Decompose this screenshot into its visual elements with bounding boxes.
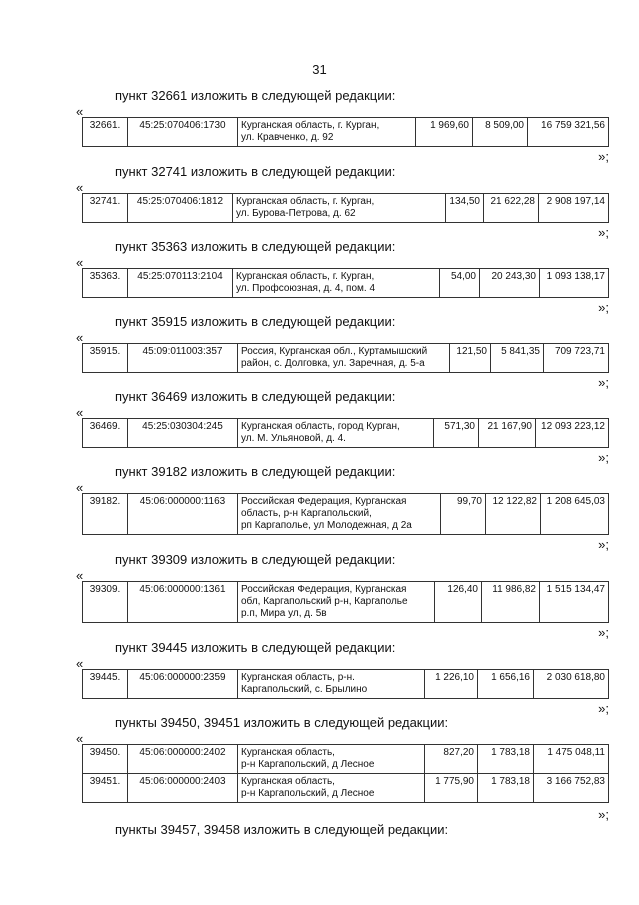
- closing-quote: »;: [598, 625, 609, 640]
- address-cell: [233, 269, 440, 298]
- cadastral-number: 45:25:070113:2104: [128, 269, 233, 298]
- property-table: [82, 493, 609, 535]
- total-value: 1 515 134,47: [540, 582, 609, 623]
- table-row: [83, 118, 609, 147]
- area-value: 54,00: [440, 269, 480, 298]
- page-number: 31: [312, 62, 327, 77]
- address-line: Курганская область, г. Курган,: [236, 271, 375, 282]
- total-value: 2 908 197,14: [539, 194, 609, 223]
- address-line: Курганская область, г. Курган,: [241, 120, 380, 131]
- unit-price: 20 243,30: [480, 269, 540, 298]
- area-value: 1 226,10: [425, 670, 478, 699]
- closing-quote: »;: [598, 537, 609, 552]
- total-value: 2 030 618,80: [534, 670, 609, 699]
- closing-quote: »;: [598, 375, 609, 390]
- opening-quote: «: [76, 656, 84, 671]
- address-cell: [238, 670, 425, 699]
- unit-price: 1 783,18: [478, 745, 534, 774]
- cadastral-number: 45:25:070406:1812: [128, 194, 233, 223]
- closing-quote: »;: [598, 807, 609, 822]
- closing-quote: »;: [598, 300, 609, 315]
- total-value: 1 475 048,11: [534, 745, 609, 774]
- unit-price: 1 783,18: [478, 774, 534, 803]
- cadastral-number: 45:25:030304:245: [128, 419, 238, 448]
- property-table: [82, 744, 609, 803]
- address-line: Российская Федерация, Курганская: [241, 496, 407, 507]
- property-table: [82, 268, 609, 298]
- opening-quote: «: [76, 405, 84, 420]
- cadastral-number: 45:06:000000:1163: [128, 494, 238, 535]
- amendment-intro: пункты 39450, 39451 изложить в следующей редакции:: [115, 715, 449, 730]
- table-row: [83, 194, 609, 223]
- unit-price: 8 509,00: [473, 118, 528, 147]
- cadastral-number: 45:06:000000:2359: [128, 670, 238, 699]
- table-row: [83, 745, 609, 774]
- table-row: [83, 269, 609, 298]
- address-line: ул. Профсоюзная, д. 4, пом. 4: [236, 283, 376, 294]
- address-line: Курганская область, город Курган,: [241, 421, 400, 432]
- address-line: Курганская область,: [241, 747, 335, 758]
- area-value: 134,50: [446, 194, 484, 223]
- address-line: р-н Каргапольский, д Лесное: [241, 788, 375, 799]
- amendment-intro: пункты 39457, 39458 изложить в следующей редакции:: [115, 822, 449, 837]
- address-cell: [238, 745, 425, 774]
- address-line: р.п, Мира ул, д. 5в: [241, 608, 327, 619]
- unit-price: 21 622,28: [484, 194, 539, 223]
- opening-quote: «: [76, 731, 84, 746]
- address-cell: [238, 494, 441, 535]
- table-row: [83, 344, 609, 373]
- address-line: обл, Каргапольский р-н, Каргаполье: [241, 596, 408, 607]
- cadastral-number: 45:06:000000:2402: [128, 745, 238, 774]
- address-line: Каргапольский, с. Брылино: [241, 684, 368, 695]
- amendment-intro: пункт 36469 изложить в следующей редакции:: [115, 389, 396, 404]
- closing-quote: »;: [598, 225, 609, 240]
- address-line: район, с. Долговка, ул. Заречная, д. 5-а: [241, 358, 425, 369]
- address-cell: [238, 419, 434, 448]
- row-number: 39445.: [83, 670, 128, 699]
- amendment-intro: пункт 32741 изложить в следующей редакции:: [115, 164, 396, 179]
- area-value: 126,40: [435, 582, 482, 623]
- address-cell: [238, 582, 435, 623]
- table-row: [83, 670, 609, 699]
- amendment-intro: пункт 32661 изложить в следующей редакции:: [115, 88, 396, 103]
- total-value: 16 759 321,56: [528, 118, 609, 147]
- row-number: 35915.: [83, 344, 128, 373]
- row-number: 39182.: [83, 494, 128, 535]
- area-value: 1 775,90: [425, 774, 478, 803]
- table-row: [83, 582, 609, 623]
- opening-quote: «: [76, 568, 84, 583]
- closing-quote: »;: [598, 450, 609, 465]
- row-number: 39451.: [83, 774, 128, 803]
- total-value: 1 208 645,03: [541, 494, 609, 535]
- unit-price: 21 167,90: [479, 419, 536, 448]
- row-number: 39309.: [83, 582, 128, 623]
- address-line: Курганская область, г. Курган,: [236, 196, 375, 207]
- address-line: Курганская область,: [241, 776, 335, 787]
- amendment-intro: пункт 39182 изложить в следующей редакции:: [115, 464, 396, 479]
- address-cell: [233, 194, 446, 223]
- row-number: 35363.: [83, 269, 128, 298]
- cadastral-number: 45:06:000000:2403: [128, 774, 238, 803]
- row-number: 32741.: [83, 194, 128, 223]
- address-line: ул. Кравченко, д. 92: [241, 132, 334, 143]
- opening-quote: «: [76, 480, 84, 495]
- address-cell: [238, 118, 416, 147]
- total-value: 1 093 138,17: [540, 269, 609, 298]
- area-value: 121,50: [450, 344, 491, 373]
- amendment-intro: пункт 39309 изложить в следующей редакции:: [115, 552, 396, 567]
- property-table: [82, 669, 609, 699]
- opening-quote: «: [76, 330, 84, 345]
- closing-quote: »;: [598, 701, 609, 716]
- property-table: [82, 581, 609, 623]
- row-number: 32661.: [83, 118, 128, 147]
- opening-quote: «: [76, 180, 84, 195]
- address-line: область, р-н Каргапольский,: [241, 508, 372, 519]
- amendment-intro: пункт 35915 изложить в следующей редакции:: [115, 314, 396, 329]
- property-table: [82, 418, 609, 448]
- opening-quote: «: [76, 104, 84, 119]
- opening-quote: «: [76, 255, 84, 270]
- cadastral-number: 45:09:011003:357: [128, 344, 238, 373]
- address-cell: [238, 774, 425, 803]
- amendment-intro: пункт 39445 изложить в следующей редакции:: [115, 640, 396, 655]
- closing-quote: »;: [598, 149, 609, 164]
- area-value: 827,20: [425, 745, 478, 774]
- address-line: Курганская область, р-н.: [241, 672, 355, 683]
- property-table: [82, 193, 609, 223]
- total-value: 3 166 752,83: [534, 774, 609, 803]
- unit-price: 12 122,82: [486, 494, 541, 535]
- address-line: ул. М. Ульяновой, д. 4.: [241, 433, 346, 444]
- cadastral-number: 45:06:000000:1361: [128, 582, 238, 623]
- address-line: Российская Федерация, Курганская: [241, 584, 407, 595]
- total-value: 12 093 223,12: [536, 419, 609, 448]
- address-line: ул. Бурова-Петрова, д. 62: [236, 208, 356, 219]
- unit-price: 11 986,82: [482, 582, 540, 623]
- table-row: [83, 774, 609, 803]
- row-number: 36469.: [83, 419, 128, 448]
- address-line: р-н Каргапольский, д Лесное: [241, 759, 375, 770]
- area-value: 1 969,60: [416, 118, 473, 147]
- area-value: 571,30: [434, 419, 479, 448]
- unit-price: 5 841,35: [491, 344, 544, 373]
- total-value: 709 723,71: [544, 344, 609, 373]
- address-cell: [238, 344, 450, 373]
- address-line: рп Каргаполье, ул Молодежная, д 2а: [241, 520, 412, 531]
- row-number: 39450.: [83, 745, 128, 774]
- property-table: [82, 343, 609, 373]
- unit-price: 1 656,16: [478, 670, 534, 699]
- amendment-intro: пункт 35363 изложить в следующей редакции:: [115, 239, 396, 254]
- table-row: [83, 419, 609, 448]
- property-table: [82, 117, 609, 147]
- area-value: 99,70: [441, 494, 486, 535]
- table-row: [83, 494, 609, 535]
- address-line: Россия, Курганская обл., Куртамышский: [241, 346, 428, 357]
- cadastral-number: 45:25:070406:1730: [128, 118, 238, 147]
